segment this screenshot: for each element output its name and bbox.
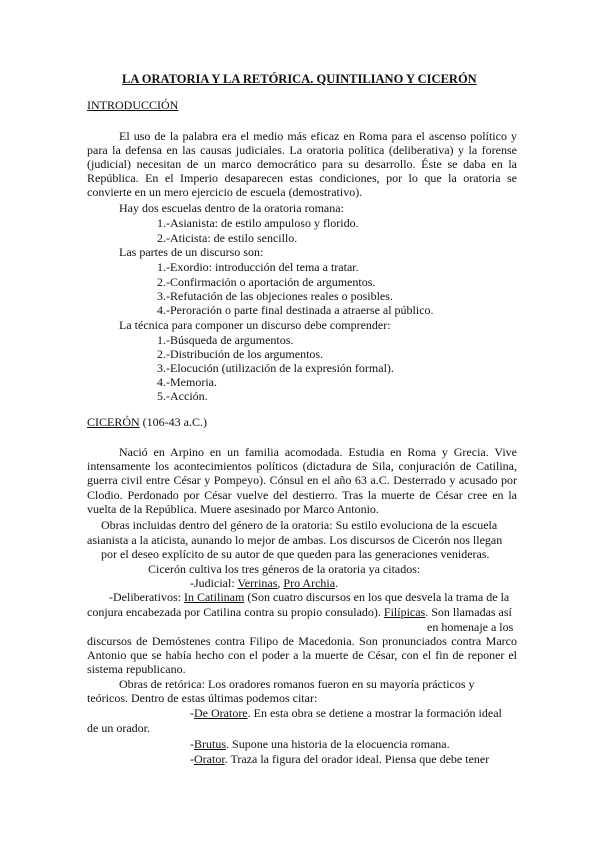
oratore-dash: - [190,706,194,720]
work-brutus: Brutus [194,737,227,751]
school-item: 2.-Aticista: de estilo sencillo. [157,231,298,245]
judicial-end: . [335,576,339,590]
retorica-line2: teóricos. Dentro de estas últimas podemos citar: [87,691,318,705]
work-in-catilinam: In Catilinam [183,590,245,604]
obras-line2: asianista a la aticista, aunando lo mejor de ambas. Los discursos de Cicerón nos llegan [87,533,503,547]
obras-line1: Obras incluidas dentro del género de la oratoria: Su estilo evoluciona de la escuela [101,518,498,532]
delib-line2a: conjura encabezada por Catilina contra su propio consulado). [87,605,384,619]
parts-label: Las partes de un discurso son: [119,245,264,259]
schools-label: Hay dos escuelas dentro de la oratoria romana: [119,201,344,215]
tech-item: 5.-Acción. [157,389,208,403]
bio-line5: vuelta de la República. Muere asesinado por Marco Antonio. [87,502,379,516]
brutus-line [190,737,450,751]
orator-text: . Traza la figura del orador ideal. Piensa que debe tener [224,752,490,766]
part-item: 4.-Peroración o parte final destinada a atraerse al público. [157,303,434,317]
tech-label: La técnica para componer un discurso debe comprender: [119,318,391,332]
delib-line6: sistema republicano. [87,662,186,676]
intro-p1-line3: (judicial) necesitan de un marco democrático para su desarrollo. Éste se daba en la [87,157,517,171]
bio-line3: guerra civil entre César y Pompeyo). Cónsul en el año 63 a.C. Desterrado y acusado por [87,473,517,487]
oratore-text: . En esta obra se detiene a mostrar la formación ideal [247,706,502,720]
ciceron-heading-name: CICERÓN [87,415,140,429]
brutus-text: . Supone una historia de la elocuencia romana. [226,737,450,751]
work-pro-archia: Pro Archia [283,576,336,590]
brutus-dash: - [190,737,194,751]
bio-line1: Nació en Arpino en un familia acomodada. Estudia en Roma y Grecia. Vive [119,445,517,459]
oratore-line1 [190,706,502,720]
intro-p1-line2: para la defensa en las causas judiciales. La oratoria política (deliberativa) y la forense [87,143,517,157]
part-item: 1.-Exordio: introducción del tema a tratar. [157,260,359,274]
tech-item: 3.-Elocución (utilización de la expresión formal). [157,361,394,375]
work-filipicas: Filípicas [383,605,426,619]
intro-p1-line4: República. En el Imperio desaparecen estas condiciones, por lo que la oratoria se [87,171,517,185]
orator-dash: - [190,752,194,766]
ciceron-dates: (106-43 a.C.) [139,415,207,429]
school-item: 1.-Asianista: de estilo ampuloso y florido. [157,216,359,230]
judicial-prefix: -Judicial: [190,576,238,590]
bio-line4: Clodio. Perdonado por César vuelve del destierro. Tras la muerte de César cree en la [87,488,517,502]
obras-line4: Cicerón cultiva los tres géneros de la oratoria ya citados: [148,562,421,576]
part-item: 3.-Refutación de las objeciones reales o posibles. [157,289,393,303]
judicial-sep: , [277,576,284,590]
delib-line4: discursos de Demóstenes contra Filipo de Macedonia. Son pronunciados contra Marco [87,634,517,648]
intro-heading: INTRODUCCIÓN [87,98,179,112]
intro-p1-line5: convierte en un mero ejercicio de escuela (demostrativo). [87,185,363,199]
tech-item: 2.-Distribución de los argumentos. [157,347,324,361]
page-title: LA ORATORIA Y LA RETÓRICA. QUINTILIANO Y CICERÓN [122,72,477,86]
work-de-oratore: De Oratore [194,706,248,720]
tech-item: 4.-Memoria. [157,375,217,389]
delib-line2b: . Son llamadas así [425,605,512,619]
judicial-line [190,576,338,590]
bio-line2: intensamente los acontecimientos políticos (dictadura de Sila, conjuración de Catilina, [87,459,517,473]
ciceron-heading [87,415,207,429]
work-verrinas: Verrinas [237,576,278,590]
retorica-line1: Obras de retórica: Los oradores romanos fueron en su mayoría prácticos y [119,677,475,691]
part-item: 2.-Confirmación o aportación de argumentos. [157,275,376,289]
orator-line [190,752,489,766]
oratore-line2: de un orador. [87,721,150,735]
tech-item: 1.-Búsqueda de argumentos. [157,333,294,347]
intro-p1-line1: El uso de la palabra era el medio más eficaz en Roma para el ascenso político y [119,129,517,143]
delib-line5: Antonio que se había hecho con el poder a la muerte de César, con el fin de reponer el [87,648,517,662]
delib-line1 [109,590,509,604]
delib-text1: (Son cuatro discursos en los que desvela la trama de la [244,590,510,604]
delib-line3: en homenaje a los [427,620,514,634]
work-orator: Orator [194,752,225,766]
delib-prefix: -Deliberativos: [109,590,184,604]
delib-line2 [87,605,512,619]
obras-line3: por el deseo explícito de su autor de que queden para las generaciones venideras. [101,547,490,561]
